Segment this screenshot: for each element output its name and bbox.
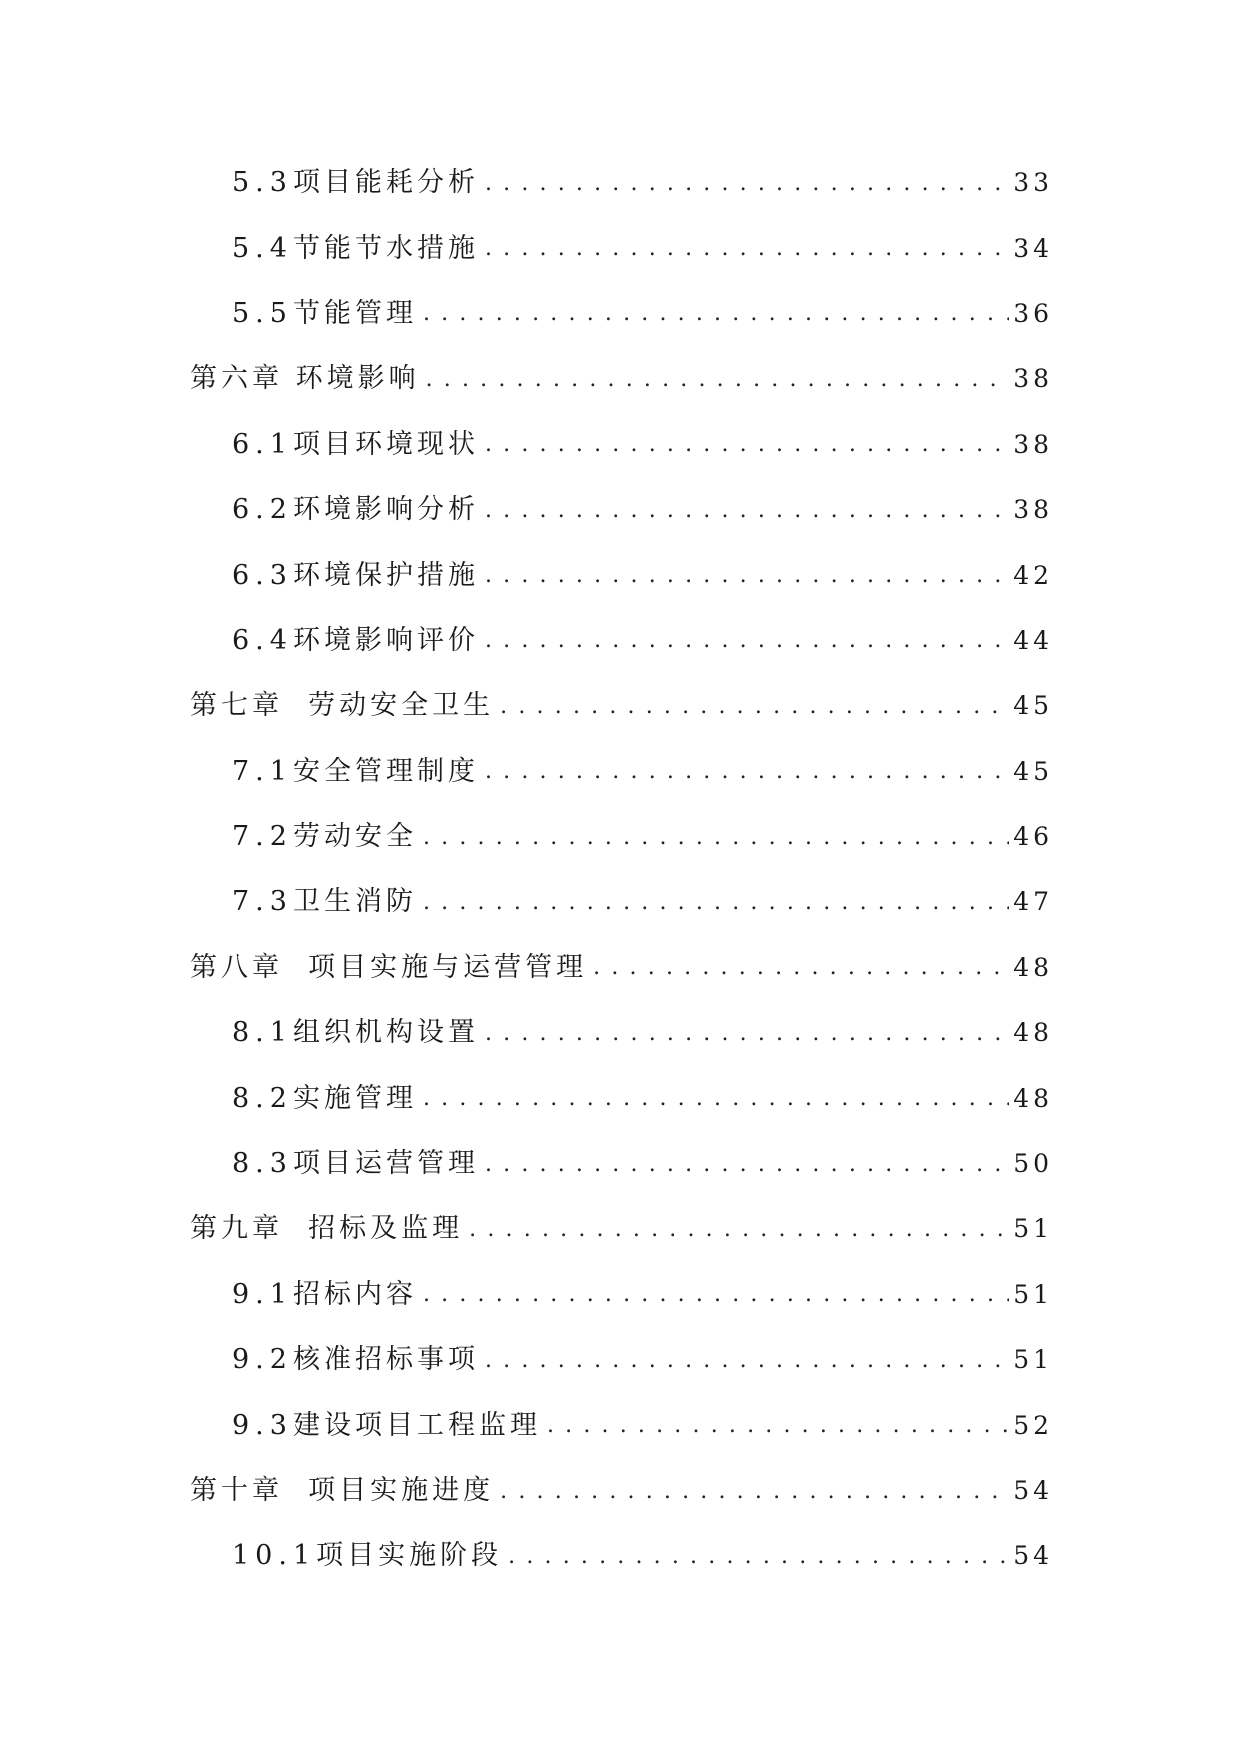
toc-dot-leader (485, 565, 1009, 587)
toc-entry-7-3[interactable] (0, 869, 1241, 934)
toc-entry-title: 项目运营管理 (292, 1148, 479, 1180)
toc-entry-number: 5.4 (232, 232, 293, 264)
table-of-contents (0, 150, 1241, 1589)
toc-entry-page: 33 (1013, 168, 1053, 198)
toc-dot-leader (469, 1219, 1009, 1241)
toc-entry-9-2[interactable] (0, 1327, 1241, 1392)
toc-dot-leader (485, 630, 1009, 652)
toc-entry-8-1[interactable] (0, 1000, 1241, 1065)
toc-entry-title: 卫生消防 (292, 886, 417, 918)
toc-entry-page: 51 (1013, 1279, 1053, 1309)
toc-entry-number: 6.2 (232, 494, 293, 526)
toc-dot-leader (423, 1088, 1009, 1110)
toc-entry-page: 51 (1013, 1214, 1053, 1244)
toc-dot-leader (423, 892, 1009, 914)
toc-entry-number: 5.5 (232, 297, 293, 329)
toc-entry-5-4[interactable] (0, 215, 1241, 280)
toc-entry-number: 6.1 (232, 428, 293, 460)
toc-entry-title: 建设项目工程监理 (292, 1409, 541, 1441)
toc-entry-page: 38 (1013, 364, 1053, 394)
toc-entry-number: 5.3 (232, 167, 293, 199)
toc-entry-title: 安全管理制度 (292, 755, 479, 787)
toc-entry-number: 8.2 (232, 1082, 293, 1114)
toc-dot-leader (423, 1284, 1009, 1306)
toc-entry-title: 项目环境现状 (292, 428, 479, 460)
toc-entry-8-2[interactable] (0, 1065, 1241, 1130)
toc-entry-number: 9.2 (232, 1344, 293, 1376)
toc-entry-6-4[interactable] (0, 608, 1241, 673)
toc-entry-8-3[interactable] (0, 1131, 1241, 1196)
toc-entry-number: 6.3 (232, 559, 293, 591)
toc-entry-page: 46 (1013, 822, 1053, 852)
toc-entry-5-5[interactable] (0, 281, 1241, 346)
toc-entry-number: 8.1 (232, 1017, 293, 1049)
toc-dot-leader (423, 827, 1009, 849)
toc-entry-number: 7.1 (232, 755, 293, 787)
toc-chapter-10[interactable] (0, 1458, 1241, 1523)
toc-entry-page: 54 (1013, 1476, 1053, 1505)
toc-dot-leader (485, 1350, 1009, 1372)
toc-dot-leader (423, 303, 1009, 325)
toc-entry-title: 节能节水措施 (292, 232, 479, 264)
toc-dot-leader (485, 761, 1009, 783)
toc-dot-leader (593, 957, 1009, 979)
toc-entry-page: 48 (1013, 952, 1053, 982)
toc-chapter-title: 第八章 项目实施与运营管理 (190, 951, 588, 983)
toc-dot-leader (500, 696, 1009, 718)
toc-entry-title: 环境保护措施 (292, 559, 479, 591)
toc-dot-leader (485, 1154, 1009, 1176)
toc-entry-title: 项目实施阶段 (316, 1540, 503, 1572)
toc-chapter-title: 第七章 劳动安全卫生 (190, 690, 495, 722)
toc-entry-6-1[interactable] (0, 412, 1241, 477)
toc-entry-page: 50 (1013, 1149, 1053, 1179)
toc-entry-5-3[interactable] (0, 150, 1241, 215)
toc-entry-page: 34 (1013, 233, 1053, 263)
toc-entry-number: 10.1 (232, 1540, 317, 1572)
toc-entry-9-3[interactable] (0, 1392, 1241, 1457)
toc-chapter-6[interactable] (0, 346, 1241, 411)
toc-dot-leader (426, 369, 1010, 391)
toc-entry-title: 组织机构设置 (292, 1017, 479, 1049)
toc-entry-number: 9.1 (232, 1278, 293, 1310)
toc-entry-number: 6.4 (232, 624, 293, 656)
toc-chapter-9[interactable] (0, 1196, 1241, 1261)
toc-chapter-8[interactable] (0, 935, 1241, 1000)
toc-dot-leader (508, 1546, 1009, 1568)
toc-entry-page: 54 (1013, 1541, 1053, 1571)
toc-chapter-title: 第九章 招标及监理 (190, 1213, 464, 1245)
toc-entry-page: 42 (1013, 560, 1053, 590)
toc-entry-number: 7.3 (232, 886, 293, 918)
toc-entry-page: 47 (1013, 887, 1053, 917)
toc-dot-leader (485, 1023, 1009, 1045)
toc-entry-title: 招标内容 (292, 1278, 417, 1310)
toc-chapter-7[interactable] (0, 673, 1241, 738)
toc-dot-leader (485, 500, 1009, 522)
toc-entry-6-2[interactable] (0, 477, 1241, 542)
toc-entry-6-3[interactable] (0, 542, 1241, 607)
toc-dot-leader (547, 1415, 1009, 1437)
toc-entry-10-1[interactable] (0, 1523, 1241, 1588)
toc-dot-leader (485, 238, 1009, 260)
toc-entry-title: 核准招标事项 (292, 1344, 479, 1376)
toc-entry-number: 9.3 (232, 1409, 293, 1441)
toc-dot-leader (500, 1481, 1009, 1503)
toc-entry-page: 36 (1013, 298, 1053, 328)
toc-entry-page: 44 (1013, 625, 1053, 655)
toc-entry-title: 环境影响评价 (292, 624, 479, 656)
toc-entry-title: 项目能耗分析 (292, 167, 479, 199)
toc-dot-leader (485, 173, 1009, 195)
toc-entry-page: 45 (1013, 756, 1053, 786)
toc-entry-9-1[interactable] (0, 1262, 1241, 1327)
toc-entry-number: 7.2 (232, 821, 293, 853)
toc-entry-title: 环境影响分析 (292, 494, 479, 526)
toc-dot-leader (485, 434, 1009, 456)
toc-chapter-title: 第十章 项目实施进度 (190, 1475, 495, 1506)
toc-entry-page: 48 (1013, 1018, 1053, 1048)
toc-entry-page: 51 (1013, 1345, 1053, 1375)
toc-entry-page: 45 (1013, 691, 1053, 721)
toc-entry-title: 劳动安全 (292, 821, 417, 853)
toc-entry-7-1[interactable] (0, 739, 1241, 804)
toc-entry-7-2[interactable] (0, 804, 1241, 869)
toc-entry-title: 实施管理 (292, 1082, 417, 1114)
toc-entry-page: 48 (1013, 1083, 1053, 1113)
toc-entry-page: 52 (1013, 1410, 1053, 1440)
toc-entry-title: 节能管理 (292, 297, 417, 329)
toc-chapter-title: 第六章 环境影响 (190, 363, 420, 395)
toc-entry-number: 8.3 (232, 1148, 293, 1180)
toc-entry-page: 38 (1013, 495, 1053, 525)
toc-entry-page: 38 (1013, 429, 1053, 459)
